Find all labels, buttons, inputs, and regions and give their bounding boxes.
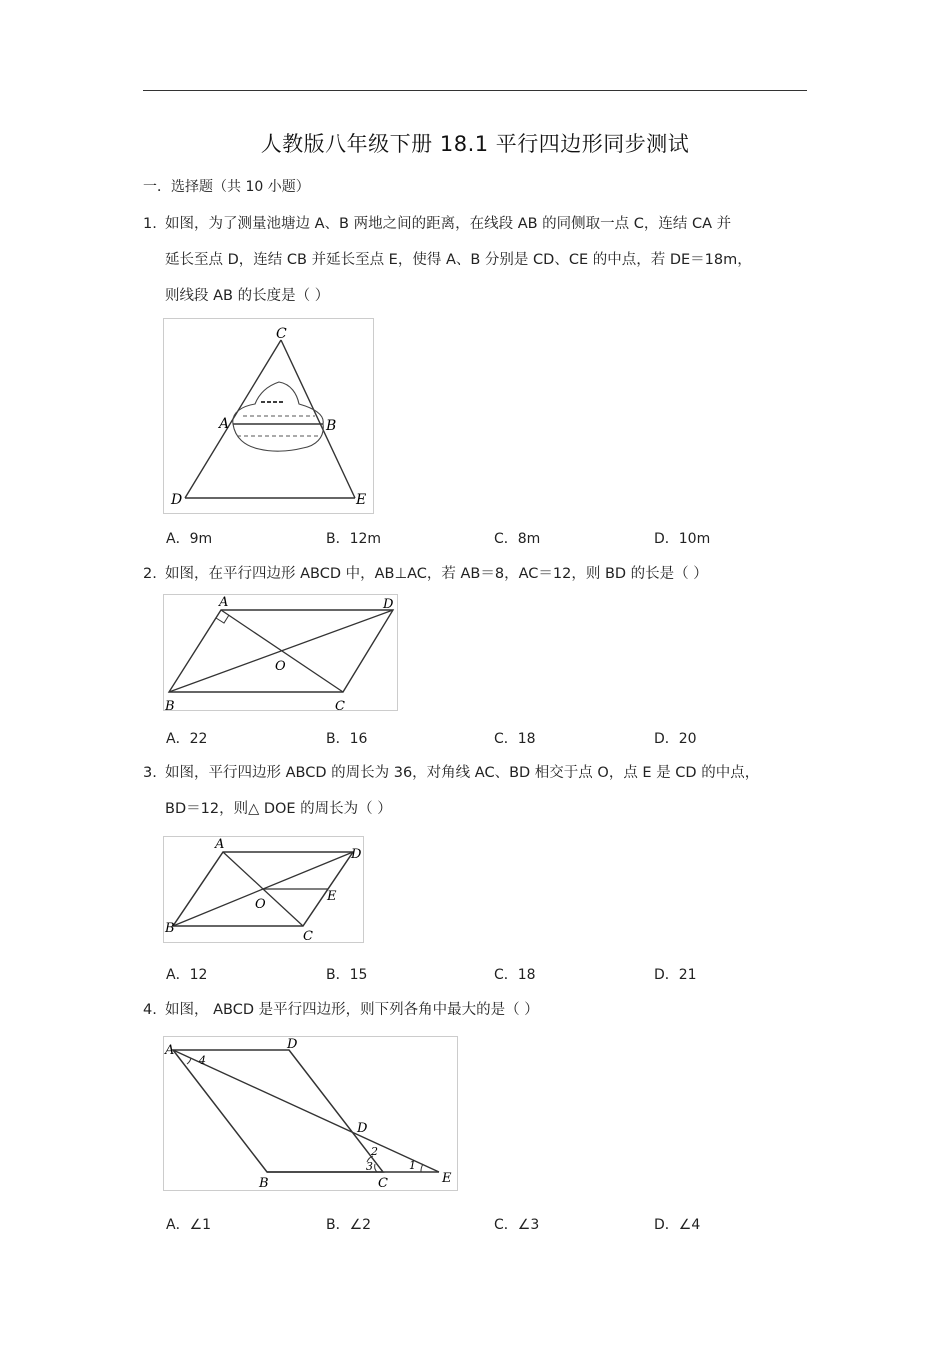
figure-1 [163, 318, 377, 516]
figure-frame [164, 595, 398, 711]
question-line: 如图，在平行四边形 ABCD 中，AB⊥AC，若 AB＝8，AC＝12，则 BD 的长是（ ） [165, 566, 708, 582]
point-label-e: E [442, 1171, 452, 1186]
figure-2 [163, 594, 401, 718]
point-label-a: A [215, 837, 225, 852]
option-b[interactable]: B．∠2 [326, 1217, 372, 1233]
point-label-d: D [383, 597, 394, 612]
question-line: 则线段 AB 的长度是（ ） [165, 288, 330, 304]
question-line: 如图，为了测量池塘边 A、B 两地之间的距离，在线段 AB 的同侧取一点 C，连结 CA 并 [165, 216, 732, 232]
question-number: 4. [143, 1002, 157, 1018]
point-label-c: C [303, 929, 313, 944]
right-angle-mark [216, 615, 229, 623]
figure-frame [164, 319, 374, 514]
option-a[interactable]: A．12 [166, 967, 208, 983]
point-label-c: C [378, 1176, 388, 1191]
option-d[interactable]: D．10m [654, 531, 711, 547]
point-label-b: B [165, 699, 175, 714]
point-label-d: D [171, 492, 183, 508]
point-label-b: B [165, 921, 175, 936]
angle-arc [375, 1164, 377, 1172]
option-b[interactable]: B．12m [326, 531, 382, 547]
page-title: 人教版八年级下册 18.1 平行四边形同步测试 [260, 132, 690, 156]
option-d[interactable]: D．∠4 [654, 1217, 701, 1233]
point-label-b: B [326, 418, 337, 434]
question-line: 如图， ABCD 是平行四边形，则下列各角中最大的是（ ） [165, 1002, 539, 1018]
line-ae [173, 1050, 439, 1172]
figure-3 [163, 836, 367, 946]
section-heading: 一．选择题（共 10 小题） [143, 179, 310, 195]
question-number: 1. [143, 216, 157, 232]
angle-arc [187, 1058, 191, 1064]
option-d[interactable]: D．20 [654, 731, 697, 747]
figure-4 [163, 1036, 461, 1194]
point-label-o: O [275, 659, 286, 674]
question-line: 如图，平行四边形 ABCD 的周长为 36，对角线 AC、BD 相交于点 O，点 E 是 CD 的中点， [165, 765, 760, 781]
option-b[interactable]: B．16 [326, 731, 368, 747]
diagonal-bd [169, 610, 393, 692]
segment-ce [281, 340, 355, 498]
point-label-b: B [259, 1176, 269, 1191]
angle-arc [421, 1164, 423, 1172]
header-rule [143, 90, 807, 91]
question-number: 2. [143, 566, 157, 582]
point-label-d: D [351, 847, 362, 862]
option-a[interactable]: A．22 [166, 731, 208, 747]
angle-label-4: 4 [199, 1054, 206, 1067]
option-c[interactable]: C．18 [494, 731, 536, 747]
pond-outline [233, 382, 323, 451]
point-label-a: A [219, 416, 230, 432]
option-c[interactable]: C．18 [494, 967, 536, 983]
angle-label-2: 2 [371, 1145, 378, 1158]
point-label-e: E [327, 889, 337, 904]
option-b[interactable]: B．15 [326, 967, 368, 983]
option-a[interactable]: A．9m [166, 531, 213, 547]
point-label-c: C [335, 699, 345, 714]
point-label-c: C [276, 326, 287, 342]
point-label-d-mid: D [357, 1121, 368, 1136]
option-d[interactable]: D．21 [654, 967, 697, 983]
question-number: 3. [143, 765, 157, 781]
question-line: BD＝12，则△ DOE 的周长为（ ） [165, 801, 392, 817]
option-c[interactable]: C．∠3 [494, 1217, 540, 1233]
question-line: 延长至点 D，连结 CB 并延长至点 E，使得 A、B 分别是 CD、CE 的中点，若 DE＝18m， [165, 252, 752, 268]
option-a[interactable]: A．∠1 [166, 1217, 212, 1233]
point-label-e: E [356, 492, 367, 508]
angle-label-1: 1 [409, 1159, 416, 1172]
point-label-a: A [165, 1043, 175, 1058]
angle-label-3: 3 [366, 1160, 373, 1173]
point-label-d-top: D [287, 1037, 298, 1052]
point-label-a: A [219, 595, 229, 610]
option-c[interactable]: C．8m [494, 531, 541, 547]
parallelogram-abcd [173, 1050, 383, 1172]
point-label-o: O [255, 897, 266, 912]
